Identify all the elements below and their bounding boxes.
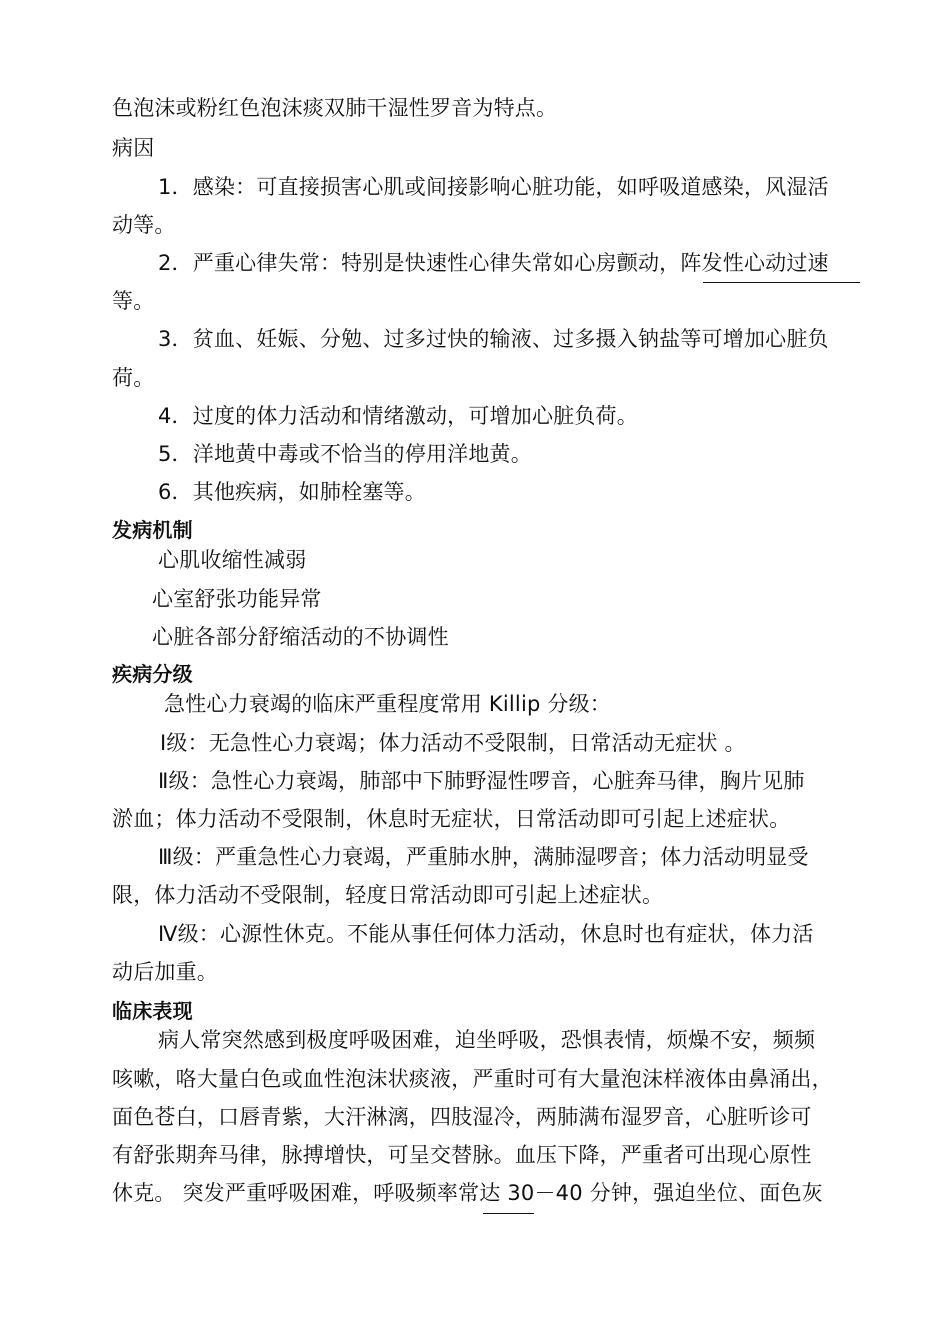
text-line: 有舒张期奔马律，脉搏增快，可呈交替脉。血压下降，严重者可出现心原性 <box>112 1143 812 1167</box>
text-line: 2．严重心律失常：特别是快速性心律失常如心房颤动，阵发性心动过速 <box>158 251 829 275</box>
text-line: 荷。 <box>112 366 155 390</box>
text-line: 4．过度的体力活动和情绪激动，可增加心脏负荷。 <box>158 404 638 428</box>
underline-mark <box>483 1213 534 1214</box>
text-line: 休克。 突发严重呼吸困难，呼吸频率常达 30－40 分钟，强迫坐位、面色灰 <box>112 1181 823 1205</box>
section-heading-mechanism: 发病机制 <box>112 518 193 542</box>
text-line: 限，体力活动不受限制，轻度日常活动即可引起上述症状。 <box>112 883 664 907</box>
text-line: 色泡沫或粉红色泡沫痰双肺干湿性罗音为特点。 <box>112 96 558 120</box>
text-line: 咳嗽，咯大量白色或血性泡沫状痰液，严重时可有大量泡沫样液体由鼻涌出， <box>112 1067 833 1091</box>
text-line: 1．感染：可直接损害心肌或间接影响心脏功能，如呼吸道感染，风湿活 <box>158 175 829 199</box>
section-heading-cause: 病因 <box>112 136 155 160</box>
section-heading-grading: 疾病分级 <box>112 662 193 686</box>
underline-mark <box>703 282 860 283</box>
text-line: Ⅲ级：严重急性心力衰竭，严重肺水肿，满肺湿啰音；体力活动明显受 <box>158 845 809 869</box>
text-line: 病人常突然感到极度呼吸困难，迫坐呼吸，恐惧表情，烦燥不安，频频 <box>158 1028 816 1052</box>
text-line: Ⅳ级：心源性休克。不能从事任何体力活动，休息时也有症状，体力活 <box>158 922 814 946</box>
text-line: 3．贫血、妊娠、分勉、过多过快的输液、过多摄入钠盐等可增加心脏负 <box>158 327 829 351</box>
text-line: 动后加重。 <box>112 960 218 984</box>
text-line: 5．洋地黄中毒或不恰当的停用洋地黄。 <box>158 442 532 466</box>
section-heading-clinical: 临床表现 <box>112 999 193 1023</box>
text-line: 面色苍白，口唇青紫，大汗淋漓，四肢湿冷，两肺满布湿罗音，心脏听诊可 <box>112 1105 812 1129</box>
text-line: 动等。 <box>112 213 176 237</box>
text-line: 淤血；体力活动不受限制，休息时无症状，日常活动即可引起上述症状。 <box>112 807 791 831</box>
text-line: 6．其他疾病，如肺栓塞等。 <box>158 480 426 504</box>
text-line: 急性心力衰竭的临床严重程度常用 Killip 分级： <box>164 692 611 716</box>
text-line: 心室舒张功能异常 <box>152 587 322 611</box>
text-line: Ⅱ级：急性心力衰竭，肺部中下肺野湿性啰音，心脏奔马律，胸片见肺 <box>158 769 805 793</box>
text-line: 心肌收缩性减弱 <box>158 548 307 572</box>
text-line: Ⅰ级：无急性心力衰竭；体力活动不受限制，日常活动无症状 。 <box>160 731 746 755</box>
text-line: 等。 <box>112 289 155 313</box>
text-line: 心脏各部分舒缩活动的不协调性 <box>152 625 449 649</box>
